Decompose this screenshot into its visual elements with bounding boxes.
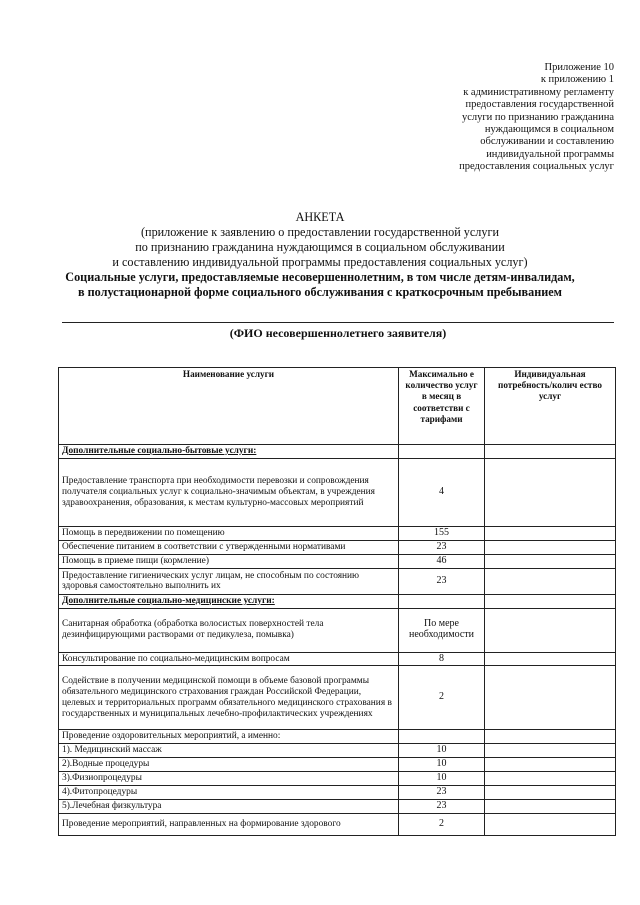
table-row — [59, 568, 616, 594]
subtitle-line: и составлению индивидуальной программы предоставления социальных услуг) — [112, 255, 528, 269]
table-row — [59, 554, 616, 568]
max-count-cell: 23 — [399, 540, 485, 554]
service-name-cell: Содействие в получении медицинской помощи в объеме базовой программы обязательного медицинского страхования граждан Российской Федерации, целевых и территориальных программ обязательного медицинского страхования в государственных и муниципальных лечебно-профилактических учреждениях — [59, 666, 399, 730]
individual-need-cell[interactable] — [485, 799, 616, 813]
services-title-line: в полустационарной форме социального обслуживания с краткосрочным пребыванием — [78, 285, 562, 299]
service-name-cell: Проведение мероприятий, направленных на формирование здорового — [59, 813, 399, 835]
service-name-cell: Помощь в приеме пищи (кормление) — [59, 554, 399, 568]
table-header-row — [59, 368, 616, 445]
table-row — [59, 730, 616, 744]
max-count-cell: 4 — [399, 458, 485, 526]
appendix-line: услуги по признанию гражданина — [461, 111, 614, 123]
subtitle-line: по признанию гражданина нуждающимся в социальном обслуживании — [135, 240, 505, 254]
table-row — [59, 771, 616, 785]
individual-need-cell[interactable] — [485, 652, 616, 666]
appendix-line: к приложению 1 — [540, 74, 614, 86]
table-row — [59, 666, 616, 730]
individual-need-cell[interactable] — [485, 568, 616, 594]
table-row — [59, 799, 616, 813]
section-row — [59, 594, 616, 608]
header-max-count: Максимально е количество услуг в месяц в соответстви с тарифами — [399, 368, 485, 445]
fio-input-line[interactable] — [62, 322, 614, 323]
max-count-cell: 10 — [399, 744, 485, 758]
subtitle-line: (приложение к заявлению о предоставлении государственной услуги — [140, 225, 500, 239]
services-table — [58, 367, 616, 836]
services-title-line: Социальные услуги, предоставляемые несовершеннолетним, в том числе детям-инвалидам, — [65, 270, 575, 284]
individual-need-cell[interactable] — [485, 594, 616, 608]
individual-need-cell[interactable] — [485, 730, 616, 744]
table-row — [59, 458, 616, 526]
individual-need-cell[interactable] — [485, 666, 616, 730]
table-row — [59, 785, 616, 799]
max-count-cell: 23 — [399, 568, 485, 594]
service-name-cell: 4).Фитопроцедуры — [59, 785, 399, 799]
section-title: Дополнительные социально-медицинские услуги: — [59, 594, 399, 608]
individual-need-cell[interactable] — [485, 554, 616, 568]
form-title: АНКЕТА — [295, 210, 345, 224]
service-name-cell: Предоставление гигиенических услуг лицам, не способным по состоянию здоровья самостоятельно выполнить их — [59, 568, 399, 594]
max-count-cell: 2 — [399, 813, 485, 835]
section-row — [59, 445, 616, 459]
service-name-cell: 1). Медицинский массаж — [59, 744, 399, 758]
service-name-cell: 3).Физиопроцедуры — [59, 771, 399, 785]
max-count-cell: 10 — [399, 757, 485, 771]
max-count-cell: 23 — [399, 785, 485, 799]
individual-need-cell[interactable] — [485, 445, 616, 459]
appendix-line: предоставления государственной — [465, 99, 614, 111]
max-count-cell: 10 — [399, 771, 485, 785]
service-name-cell: Консультирование по социально-медицинским вопросам — [59, 652, 399, 666]
max-count-cell: 155 — [399, 526, 485, 540]
individual-need-cell[interactable] — [485, 540, 616, 554]
appendix-line: Приложение 10 — [544, 62, 614, 73]
table-row — [59, 608, 616, 652]
max-count-cell: 8 — [399, 652, 485, 666]
fio-caption: (ФИО несовершеннолетнего заявителя) — [229, 326, 447, 340]
table-row — [59, 744, 616, 758]
individual-need-cell[interactable] — [485, 608, 616, 652]
service-name-cell: Проведение оздоровительных мероприятий, а именно: — [59, 730, 399, 744]
max-count-cell: По мере необходимости — [399, 608, 485, 652]
service-name-cell: Предоставление транспорта при необходимости перевозки и сопровождения получателя социальных услуг к социально-значимым объектам, в учреждения здравоохранения, образования, к местам культурно-массовых мероприятий — [59, 458, 399, 526]
individual-need-cell[interactable] — [485, 771, 616, 785]
appendix-line: нуждающимся в социальном — [484, 124, 614, 136]
appendix-line: индивидуальной программы — [486, 148, 614, 160]
section-title: Дополнительные социально-бытовые услуги: — [59, 445, 399, 459]
table-row — [59, 540, 616, 554]
appendix-note — [394, 62, 614, 174]
table-row — [59, 652, 616, 666]
individual-need-cell[interactable] — [485, 757, 616, 771]
individual-need-cell[interactable] — [485, 744, 616, 758]
service-name-cell: 5).Лечебная физкультура — [59, 799, 399, 813]
service-name-cell: 2).Водные процедуры — [59, 757, 399, 771]
service-name-cell: Обеспечение питанием в соответствии с утвержденными нормативами — [59, 540, 399, 554]
max-count-cell: 46 — [399, 554, 485, 568]
max-count-cell — [399, 445, 485, 459]
header-individual-need: Индивидуальная потребность/колич ество услуг — [485, 368, 616, 445]
max-count-cell — [399, 594, 485, 608]
max-count-cell — [399, 730, 485, 744]
appendix-line: предоставления социальных услуг — [459, 161, 614, 173]
table-row — [59, 813, 616, 835]
form-heading — [40, 210, 600, 300]
individual-need-cell[interactable] — [485, 813, 616, 835]
individual-need-cell[interactable] — [485, 526, 616, 540]
table-row — [59, 757, 616, 771]
appendix-line: к административному регламенту — [463, 86, 614, 98]
header-service-name: Наименование услуги — [59, 368, 399, 445]
individual-need-cell[interactable] — [485, 785, 616, 799]
service-name-cell: Помощь в передвижении по помещению — [59, 526, 399, 540]
service-name-cell: Санитарная обработка (обработка волосистых поверхностей тела дезинфицирующими растворами от педикулеза, помывка) — [59, 608, 399, 652]
appendix-line: обслуживании и составлению — [480, 136, 614, 148]
max-count-cell: 23 — [399, 799, 485, 813]
table-row — [59, 526, 616, 540]
max-count-cell: 2 — [399, 666, 485, 730]
individual-need-cell[interactable] — [485, 458, 616, 526]
